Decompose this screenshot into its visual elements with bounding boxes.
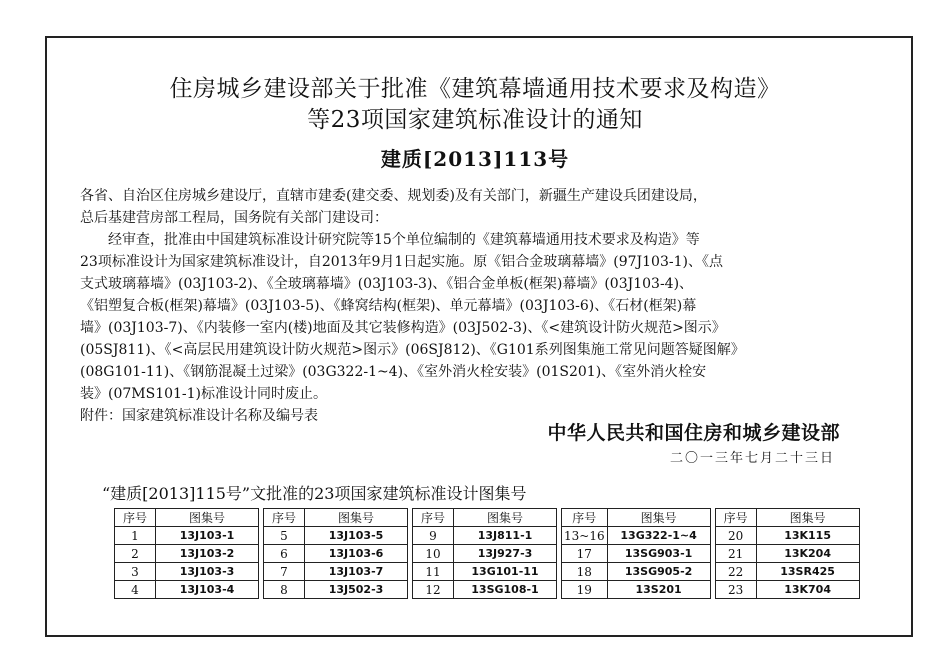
column-header-code: 图集号: [756, 509, 859, 527]
table-caption: “建质[2013]115号”文批准的23项国家建筑标准设计图集号: [102, 484, 527, 503]
notice-title-line1: 住房城乡建设部关于批准《建筑幕墙通用技术要求及构造》: [169, 76, 781, 102]
serial-number-cell: 23: [715, 581, 756, 599]
document-number: 建质[2013]113号: [380, 147, 570, 171]
atlas-code-cell: 13SG903-1: [607, 545, 710, 563]
atlas-code-cell: 13S201: [607, 581, 710, 599]
table-row: [115, 581, 259, 599]
notice-title-line2: 等23项国家建筑标准设计的通知: [307, 107, 643, 133]
atlas-code-cell: 13G101-11: [454, 563, 557, 581]
table-row: [562, 563, 711, 581]
serial-number-cell: 22: [715, 563, 756, 581]
table-row: [264, 545, 408, 563]
body-line: 经审查，批准由中国建筑标准设计研究院等15个单位编制的《建筑幕墙通用技术要求及构造》等: [108, 232, 700, 248]
serial-number-cell: 11: [413, 563, 454, 581]
column-header-no: 序号: [264, 509, 305, 527]
table-row: [715, 527, 859, 545]
table-row: [115, 527, 259, 545]
table-row: [413, 527, 557, 545]
table-row: [413, 581, 557, 599]
atlas-code-cell: 13J103-5: [305, 527, 408, 545]
atlas-code-cell: 13K115: [756, 527, 859, 545]
issuing-authority: 中华人民共和国住房和城乡建设部: [547, 422, 840, 444]
serial-number-cell: 10: [413, 545, 454, 563]
atlas-code-cell: 13J927-3: [454, 545, 557, 563]
body-line: 装》(07MS101-1)标准设计同时废止。: [80, 386, 328, 402]
serial-number-cell: 21: [715, 545, 756, 563]
table-row: [115, 545, 259, 563]
atlas-code-cell: 13J103-7: [305, 563, 408, 581]
column-header-no: 序号: [115, 509, 156, 527]
column-header-code: 图集号: [156, 509, 259, 527]
atlas-code-cell: 13J811-1: [454, 527, 557, 545]
column-header-code: 图集号: [454, 509, 557, 527]
body-line: 《铝塑复合板(框架)幕墙》(03J103-5)、《蜂窝结构(框架)、单元幕墙》(03J103-6)、《石材(框架)幕: [80, 298, 697, 314]
atlas-code-cell: 13J103-3: [156, 563, 259, 581]
atlas-code-cell: 13J502-3: [305, 581, 408, 599]
table-row: [264, 581, 408, 599]
serial-number-cell: 8: [264, 581, 305, 599]
body-line: (05SJ811)、《<高层民用建筑设计防火规范>图示》(06SJ812)、《G101系列图集施工常见问题答疑图解》: [80, 342, 745, 358]
atlas-code-cell: 13J103-4: [156, 581, 259, 599]
body-line: 墙》(03J103-7)、《内装修一室内(楼)地面及其它装修构造》(03J502-3)、《<建筑设计防火规范>图示》: [80, 320, 726, 336]
serial-number-cell: 12: [413, 581, 454, 599]
serial-number-cell: 6: [264, 545, 305, 563]
atlas-subtable: [715, 508, 860, 599]
column-header-no: 序号: [413, 509, 454, 527]
table-row: [413, 545, 557, 563]
attachment-note: 附件：国家建筑标准设计名称及编号表: [80, 408, 318, 424]
atlas-code-cell: 13SG905-2: [607, 563, 710, 581]
serial-number-cell: 5: [264, 527, 305, 545]
serial-number-cell: 17: [562, 545, 608, 563]
column-header-no: 序号: [715, 509, 756, 527]
serial-number-cell: 9: [413, 527, 454, 545]
column-header-code: 图集号: [607, 509, 710, 527]
serial-number-cell: 7: [264, 563, 305, 581]
serial-number-cell: 4: [115, 581, 156, 599]
table-row: [264, 527, 408, 545]
atlas-code-cell: 13J103-1: [156, 527, 259, 545]
body-line: (08G101-11)、《钢筋混凝土过梁》(03G322-1~4)、《室外消火栓安装》(01S201)、《室外消火栓安: [80, 364, 707, 380]
table-row: [413, 563, 557, 581]
table-row: [115, 563, 259, 581]
atlas-code-cell: 13J103-6: [305, 545, 408, 563]
issue-date: 二〇一三年七月二十三日: [669, 451, 835, 466]
atlas-code-cell: 13K204: [756, 545, 859, 563]
column-header-code: 图集号: [305, 509, 408, 527]
table-row: [715, 581, 859, 599]
atlas-subtable: [263, 508, 408, 599]
table-row: [562, 545, 711, 563]
addressee-line: 总后基建营房部工程局，国务院有关部门建设司：: [80, 210, 388, 226]
atlas-code-cell: 13J103-2: [156, 545, 259, 563]
addressee-line: 各省、自治区住房城乡建设厅，直辖市建委(建交委、规划委)及有关部门，新疆生产建设兵团建设局，: [80, 188, 707, 204]
atlas-code-cell: 13K704: [756, 581, 859, 599]
serial-number-cell: 20: [715, 527, 756, 545]
table-row: [264, 563, 408, 581]
atlas-code-cell: 13SG108-1: [454, 581, 557, 599]
serial-number-cell: 1: [115, 527, 156, 545]
serial-number-cell: 3: [115, 563, 156, 581]
atlas-subtable: [412, 508, 557, 599]
atlas-code-cell: 13G322-1~4: [607, 527, 710, 545]
table-row: [562, 527, 711, 545]
serial-number-cell: 2: [115, 545, 156, 563]
table-row: [715, 563, 859, 581]
atlas-code-cell: 13SR425: [756, 563, 859, 581]
notice-body: [80, 185, 840, 427]
serial-number-cell: 19: [562, 581, 608, 599]
atlas-subtable: [561, 508, 711, 599]
atlas-subtable: [114, 508, 259, 599]
serial-number-cell: 13~16: [562, 527, 608, 545]
column-header-no: 序号: [562, 509, 608, 527]
atlas-number-table: [114, 508, 860, 599]
body-line: 支式玻璃幕墙》(03J103-2)、《全玻璃幕墙》(03J103-3)、《铝合金单板(框架)幕墙》(03J103-4)、: [80, 276, 694, 292]
table-row: [715, 545, 859, 563]
body-line: 23项标准设计为国家建筑标准设计，自2013年9月1日起实施。原《铝合金玻璃幕墙》(97J103-1)、《点: [80, 254, 723, 270]
table-row: [562, 581, 711, 599]
serial-number-cell: 18: [562, 563, 608, 581]
